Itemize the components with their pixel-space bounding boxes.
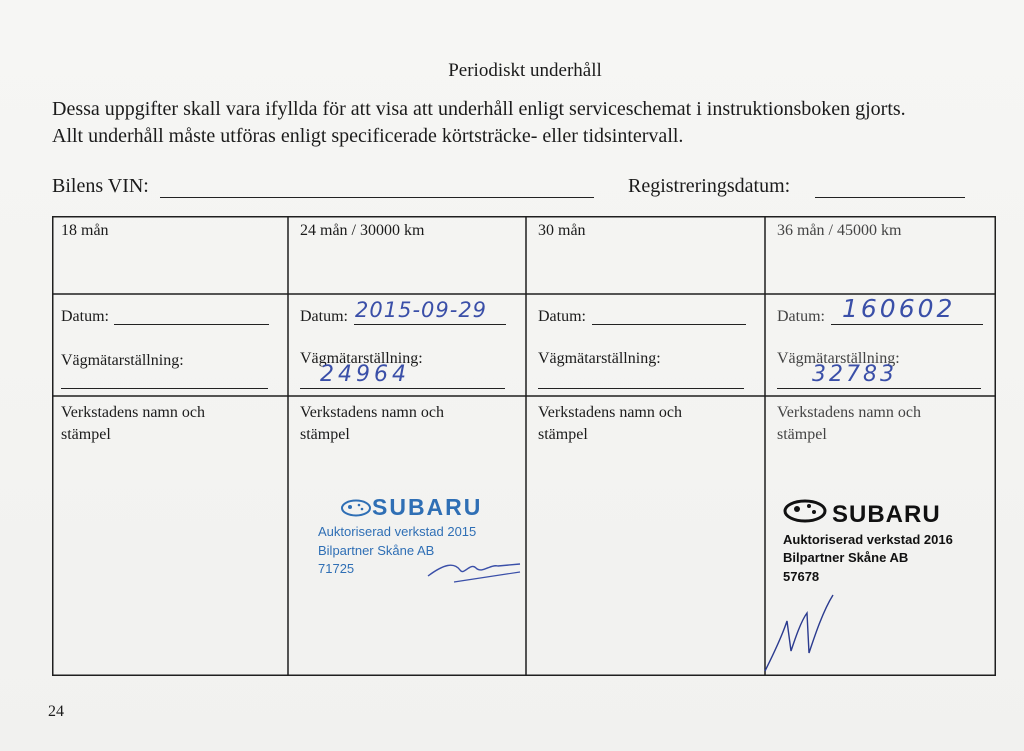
stamp2-line1: Auktoriserad verkstad 2016: [783, 532, 953, 547]
datum-value-4: 160602: [842, 294, 956, 323]
odo-field-4[interactable]: [777, 388, 981, 389]
shop-label-2a: Verkstadens namn och: [300, 404, 444, 421]
signature-2016: [757, 591, 837, 676]
stamp1-line2: Bilpartner Skåne AB: [318, 543, 435, 558]
datum-field-4[interactable]: [831, 324, 983, 325]
odo-value-4: 32783: [812, 362, 897, 387]
subaru-logo-icon: [340, 499, 372, 517]
interval-30: 30 mån: [538, 222, 586, 239]
vin-field[interactable]: [160, 197, 594, 198]
odo-label-2: Vägmätarställning:: [300, 350, 423, 367]
shop-label-2b: stämpel: [300, 426, 350, 443]
datum-field-2[interactable]: [354, 324, 506, 325]
odo-field-1[interactable]: [61, 388, 268, 389]
shop-label-3b: stämpel: [538, 426, 588, 443]
datum-label-2: Datum:: [300, 308, 348, 325]
registration-date-label: Registreringsdatum:: [628, 175, 791, 197]
datum-field-1[interactable]: [114, 324, 269, 325]
shop-label-4a: Verkstadens namn och: [777, 404, 921, 421]
odo-field-2[interactable]: [300, 388, 505, 389]
interval-36: 36 mån / 45000 km: [777, 222, 902, 239]
stamp2-line3: 57678: [783, 569, 820, 584]
shop-label-4b: stämpel: [777, 426, 827, 443]
odo-label-3: Vägmätarställning:: [538, 350, 661, 367]
subaru-logo-icon: [782, 499, 828, 523]
page-title: Periodiskt underhåll: [448, 60, 602, 81]
interval-18: 18 mån: [61, 222, 109, 239]
shop-label-1b: stämpel: [61, 426, 111, 443]
vin-label: Bilens VIN:: [52, 175, 149, 197]
datum-field-3[interactable]: [592, 324, 746, 325]
intro-text: [52, 96, 1012, 150]
interval-24: 24 mån / 30000 km: [300, 222, 425, 239]
datum-value-2: 2015-09-29: [355, 298, 488, 322]
odo-value-2: 24964: [320, 362, 410, 387]
datum-label-1: Datum:: [61, 308, 109, 325]
shop-label-3a: Verkstadens namn och: [538, 404, 682, 421]
service-table: [52, 216, 996, 676]
registration-date-field[interactable]: [815, 197, 965, 198]
odo-label-1: Vägmätarställning:: [61, 352, 184, 369]
odo-field-3[interactable]: [538, 388, 744, 389]
stamp2-brand: SUBARU: [832, 501, 941, 528]
table-grid-lines: [52, 216, 996, 676]
page-number: 24: [48, 703, 64, 720]
datum-label-3: Datum:: [538, 308, 586, 325]
shop-label-1a: Verkstadens namn och: [61, 404, 205, 421]
stamp1-line3: 71725: [318, 561, 355, 576]
datum-label-4: Datum:: [777, 308, 825, 325]
intro-line-2: Allt underhåll måste utföras enligt specificerade körtsträcke- eller tidsintervall.: [52, 125, 684, 147]
odo-label-4: Vägmätarställning:: [777, 350, 900, 367]
stamp1-brand: SUBARU: [372, 494, 483, 520]
intro-line-1: Dessa uppgifter skall vara ifyllda för att visa att underhåll enligt serviceschemat i instruktionsboken gjorts.: [52, 98, 906, 120]
signature-2015: [424, 554, 524, 584]
stamp1-line1: Auktoriserad verkstad 2015: [318, 524, 477, 539]
stamp2-line2: Bilpartner Skåne AB: [783, 550, 909, 565]
